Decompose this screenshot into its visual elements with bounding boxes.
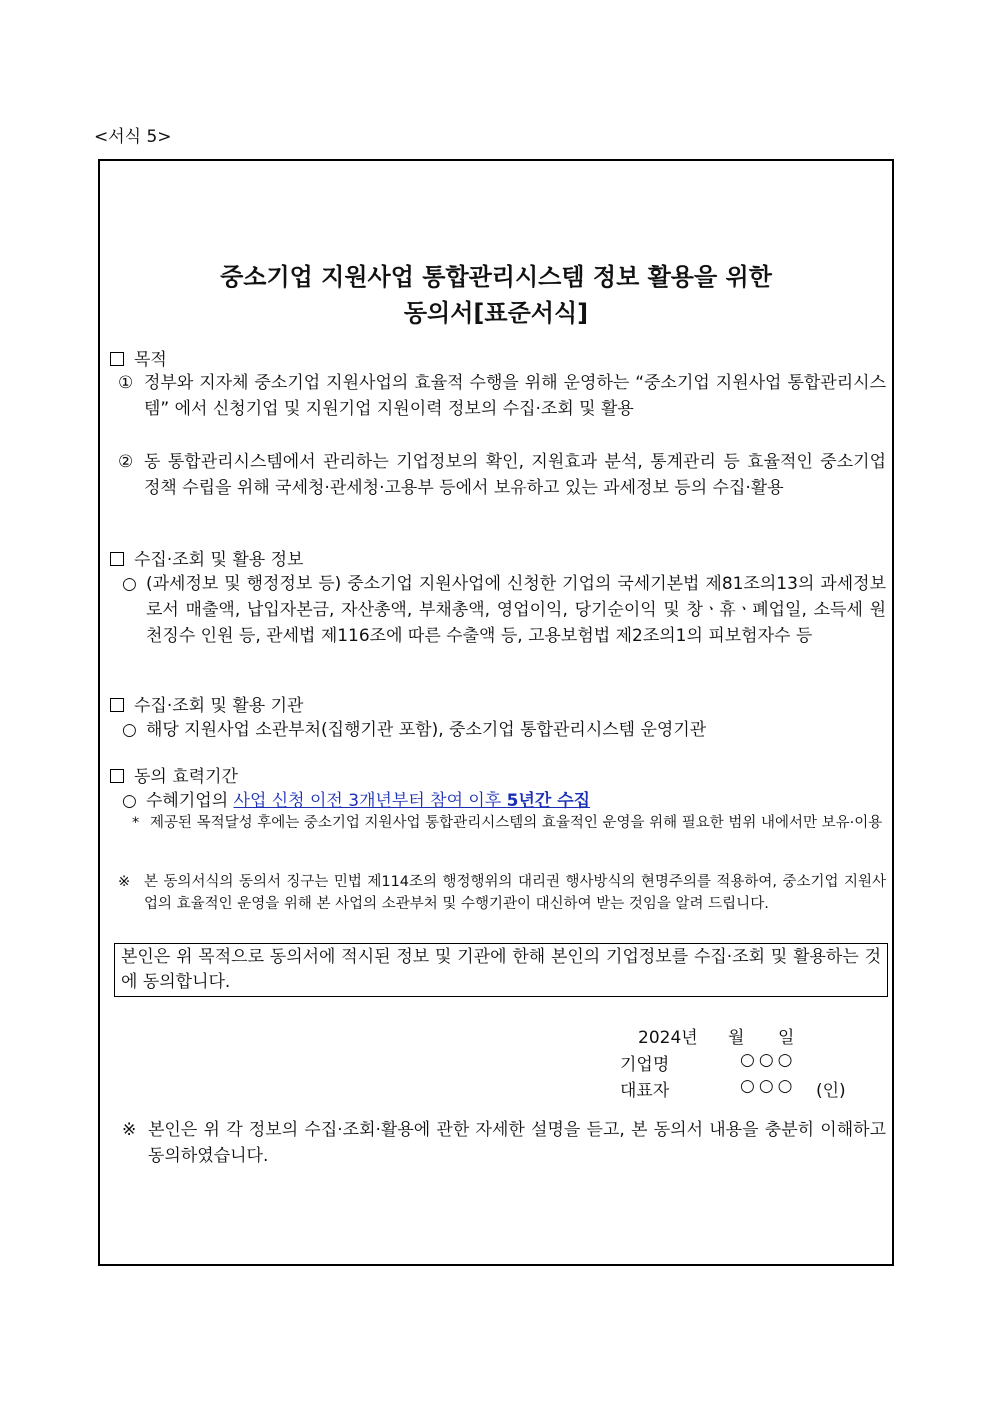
- bullet-circle-icon: ○: [122, 791, 137, 811]
- form-label: <서식 5>: [94, 127, 172, 147]
- checkbox-square-icon: [110, 769, 124, 783]
- notice: ※ 본 동의서식의 동의서 징구는 민법 제114조의 행정행위의 대리권 행사방식의 현명주의를 적용하여, 중소기업 지원사업의 효율적인 운영을 위해 본 사업의 소관부처 및 수행기관이 대신하여 받는 것임을 알려 드립니다.: [118, 871, 886, 915]
- asterisk-icon: *: [132, 815, 140, 831]
- consent-form: [98, 159, 894, 1266]
- purpose-item-2: ② 동 통합관리시스템에서 관리하는 기업정보의 확인, 지원효과 분석, 통계관리 등 효율적인 중소기업 정책 수립을 위해 국세청·관세청·고용부 등에서 보유하고 있는 과세정보 등의 수집·활용: [118, 449, 886, 501]
- agency-item: ○ 해당 지원사업 소관부처(집행기관 포함), 중소기업 통합관리시스템 운영기관: [122, 717, 886, 743]
- sign-month: 월: [728, 1028, 745, 1048]
- title-line-2: 동의서[표준서식]: [403, 299, 589, 327]
- period-footnote: * 제공된 목적달성 후에는 중소기업 지원사업 통합관리시스템의 효율적인 운영을 위해 필요한 범위 내에서만 보유·이용: [132, 812, 886, 834]
- sign-date: 2024년: [638, 1028, 698, 1048]
- circled-one-icon: ①: [118, 373, 134, 393]
- checkbox-square-icon: [110, 552, 124, 566]
- section-purpose-heading: 목적: [110, 345, 167, 370]
- info-item: ○ (과세정보 및 행정정보 등) 중소기업 지원사업에 신청한 기업의 국세기본법 제81조의13의 과세정보로서 매출액, 납입자본금, 자산총액, 부채총액, 영업이익, 당기순이익 및 창ㆍ휴ㆍ폐업일, 소득세 원천징수 인원 등, 관세법 제116조에 따른 수출액 등, 고용보험법 제2조의1의 피보험자수 등: [122, 571, 886, 649]
- company-label: 기업명: [620, 1055, 670, 1075]
- representative-label: 대표자: [620, 1081, 670, 1101]
- bullet-circle-icon: ○: [122, 574, 137, 594]
- seal-mark: (인): [816, 1081, 846, 1101]
- checkbox-square-icon: [110, 698, 124, 712]
- representative-value: ○○○: [740, 1076, 797, 1096]
- period-highlight: 사업 신청 이전 3개년부터 참여 이후 5년간 수집: [233, 791, 591, 811]
- period-item: ○ 수혜기업의 사업 신청 이전 3개년부터 참여 이후 5년간 수집: [122, 788, 886, 814]
- section-period-heading: 동의 효력기간: [110, 762, 238, 787]
- section-agency-heading: 수집·조회 및 활용 기관: [110, 691, 303, 716]
- reference-mark-icon: ※: [118, 874, 131, 890]
- bullet-circle-icon: ○: [122, 720, 137, 740]
- reference-mark-icon: ※: [122, 1120, 137, 1140]
- sign-day: 일: [778, 1028, 795, 1048]
- checkbox-square-icon: [110, 352, 124, 366]
- company-value: ○○○: [740, 1050, 797, 1070]
- section-info-heading: 수집·조회 및 활용 정보: [110, 545, 303, 570]
- title-line-1: 중소기업 지원사업 통합관리시스템 정보 활용을 위한: [220, 263, 772, 291]
- form-title: [100, 259, 892, 331]
- purpose-item-1: ① 정부와 지자체 중소기업 지원사업의 효율적 수행을 위해 운영하는 “중소기업 지원사업 통합관리시스템” 에서 신청기업 및 지원기업 지원이력 정보의 수집·조회 및 활용: [118, 370, 886, 422]
- agreement-statement: 본인은 위 목적으로 동의서에 적시된 정보 및 기관에 한해 본인의 기업정보를 수집·조회 및 활용하는 것에 동의합니다.: [114, 943, 888, 997]
- circled-two-icon: ②: [118, 452, 134, 472]
- confirmation: ※ 본인은 위 각 정보의 수집·조회·활용에 관한 자세한 설명을 듣고, 본 동의서 내용을 충분히 이해하고 동의하였습니다.: [122, 1117, 886, 1169]
